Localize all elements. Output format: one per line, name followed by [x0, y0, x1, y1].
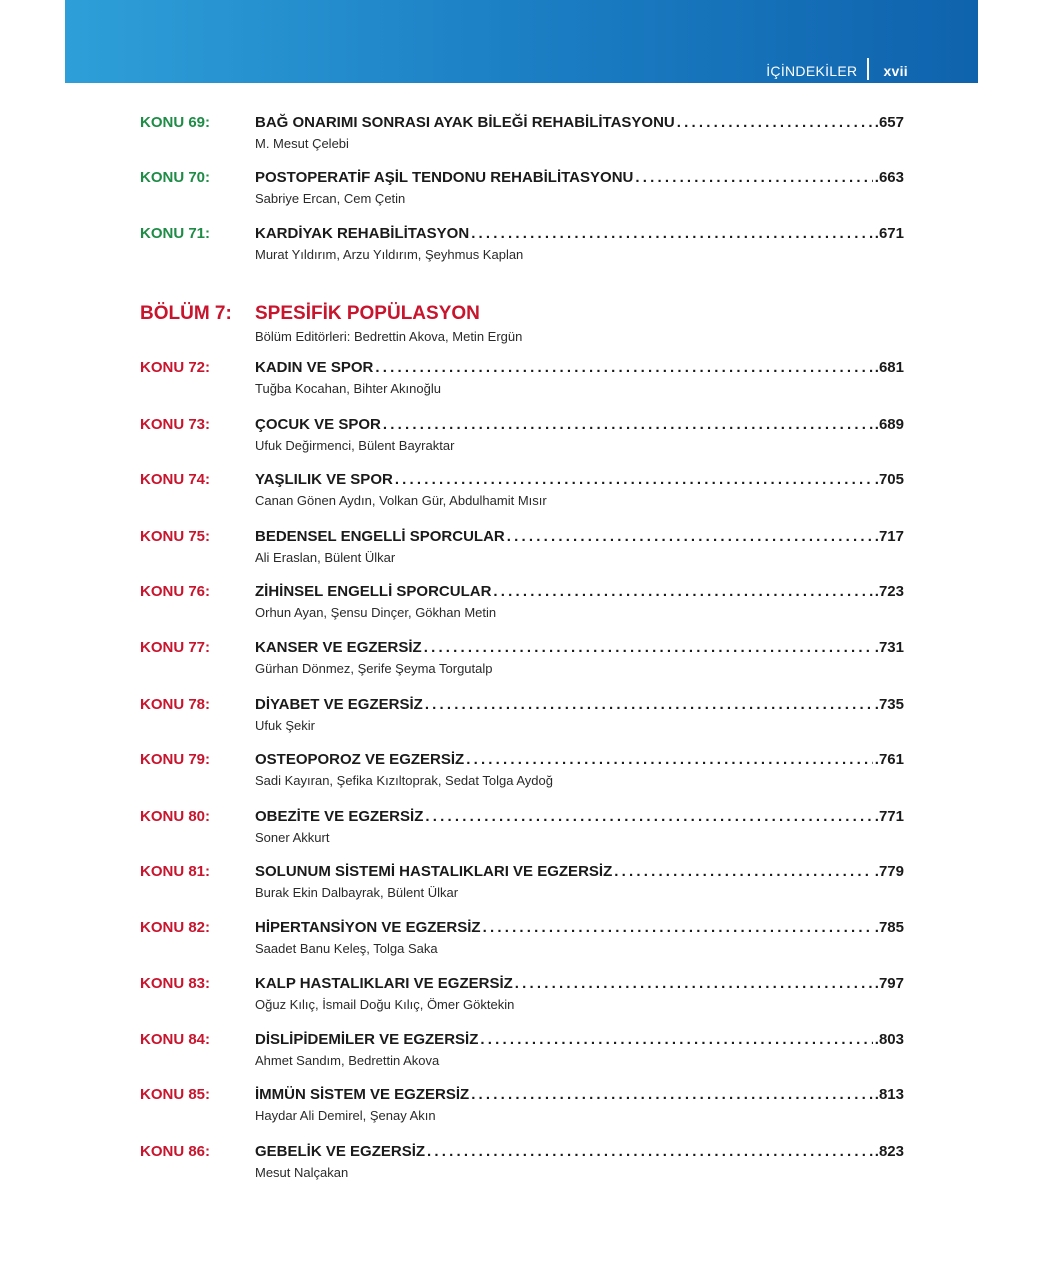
entry-label: KONU 77: — [140, 639, 211, 656]
entry-title: POSTOPERATİF AŞİL TENDONU REHABİLİTASYONU — [255, 169, 634, 186]
entry-authors: Haydar Ali Demirel, Şenay Akın — [255, 1108, 436, 1123]
entry-authors: Sabriye Ercan, Cem Çetin — [255, 191, 406, 206]
section-title: SPESİFİK POPÜLASYON — [255, 303, 480, 324]
entry-label: KONU 82: — [140, 919, 211, 936]
leader-dots — [427, 1143, 873, 1160]
entry-page: .705 — [874, 471, 904, 488]
entry-title-line — [255, 808, 904, 825]
leader-dots — [395, 471, 873, 488]
entry-authors: Ahmet Sandım, Bedrettin Akova — [255, 1053, 440, 1068]
entry-page: .689 — [874, 416, 904, 433]
entry-page: .761 — [874, 751, 904, 768]
entry-title-line — [255, 359, 904, 376]
entry-title-line — [255, 1086, 904, 1103]
entry-title-line — [255, 696, 904, 713]
entry-authors: Ufuk Değirmenci, Bülent Bayraktar — [255, 438, 455, 453]
entry-title-line — [255, 225, 904, 242]
entry-label: KONU 75: — [140, 528, 211, 545]
leader-dots — [635, 169, 872, 186]
entry-title-line — [255, 169, 904, 186]
entry-title: DİSLİPİDEMİLER VE EGZERSİZ — [255, 1031, 479, 1048]
leader-dots — [425, 808, 872, 825]
entry-page: .797 — [874, 975, 904, 992]
entry-title-line — [255, 919, 904, 936]
entry-label: KONU 70: — [140, 169, 211, 186]
entry-title: DİYABET VE EGZERSİZ — [255, 696, 423, 713]
section-editors: Bölüm Editörleri: Bedrettin Akova, Metin Ergün — [255, 329, 523, 344]
entry-title: KADIN VE SPOR — [255, 359, 374, 376]
running-header — [766, 60, 908, 82]
entry-title-line — [255, 1031, 904, 1048]
leader-dots — [515, 975, 873, 992]
header-band — [65, 0, 978, 83]
leader-dots — [483, 919, 873, 936]
leader-dots — [471, 1086, 873, 1103]
leader-dots — [677, 114, 873, 131]
entry-authors: Soner Akkurt — [255, 830, 330, 845]
entry-title: YAŞLILIK VE SPOR — [255, 471, 393, 488]
entry-title: ÇOCUK VE SPOR — [255, 416, 381, 433]
leader-dots — [425, 696, 873, 713]
leader-dots — [493, 583, 872, 600]
leader-dots — [466, 751, 873, 768]
entry-authors: Orhun Ayan, Şensu Dinçer, Gökhan Metin — [255, 605, 497, 620]
entry-authors: Mesut Nalçakan — [255, 1165, 349, 1180]
header-page-number: xvii — [883, 63, 908, 79]
entry-page: .785 — [874, 919, 904, 936]
entry-label: KONU 85: — [140, 1086, 211, 1103]
leader-dots — [424, 639, 873, 656]
entry-authors: M. Mesut Çelebi — [255, 136, 349, 151]
entry-authors: Ufuk Şekir — [255, 718, 315, 733]
entry-title-line — [255, 471, 904, 488]
leader-dots — [507, 528, 873, 545]
entry-authors: Tuğba Kocahan, Bihter Akınoğlu — [255, 381, 441, 396]
entry-page: .731 — [874, 639, 904, 656]
entry-title: İMMÜN SİSTEM VE EGZERSİZ — [255, 1086, 470, 1103]
leader-dots — [614, 863, 873, 880]
entry-title: BEDENSEL ENGELLİ SPORCULAR — [255, 528, 505, 545]
header-divider — [867, 58, 869, 80]
entry-label: KONU 73: — [140, 416, 211, 433]
entry-title: KARDİYAK REHABİLİTASYON — [255, 225, 470, 242]
entry-authors: Burak Ekin Dalbayrak, Bülent Ülkar — [255, 885, 459, 900]
entry-page: .813 — [874, 1086, 904, 1103]
entry-title-line — [255, 416, 904, 433]
entry-title: HİPERTANSİYON VE EGZERSİZ — [255, 919, 481, 936]
entry-label: KONU 80: — [140, 808, 211, 825]
entry-title: GEBELİK VE EGZERSİZ — [255, 1143, 426, 1160]
entry-label: KONU 71: — [140, 225, 211, 242]
entry-page: .657 — [874, 114, 904, 131]
entry-label: KONU 83: — [140, 975, 211, 992]
entry-label: KONU 84: — [140, 1031, 211, 1048]
leader-dots — [375, 359, 872, 376]
entry-page: .803 — [874, 1031, 904, 1048]
entry-label: KONU 72: — [140, 359, 211, 376]
entry-title-line — [255, 583, 904, 600]
entry-page: .717 — [874, 528, 904, 545]
entry-title-line — [255, 863, 904, 880]
entry-page: .823 — [874, 1143, 904, 1160]
entry-title: OSTEOPOROZ VE EGZERSİZ — [255, 751, 465, 768]
leader-dots — [383, 416, 873, 433]
entry-page: .779 — [874, 863, 904, 880]
entry-label: KONU 81: — [140, 863, 211, 880]
entry-authors: Saadet Banu Keleş, Tolga Saka — [255, 941, 438, 956]
entry-title: OBEZİTE VE EGZERSİZ — [255, 808, 424, 825]
section-label: BÖLÜM 7: — [140, 303, 232, 324]
entry-page: .663 — [874, 169, 904, 186]
entry-authors: Sadi Kayıran, Şefika Kızıltoprak, Sedat Tolga Aydoğ — [255, 773, 553, 788]
entry-page: .735 — [874, 696, 904, 713]
entry-title: ZİHİNSEL ENGELLİ SPORCULAR — [255, 583, 492, 600]
entry-authors: Oğuz Kılıç, İsmail Doğu Kılıç, Ömer Göktekin — [255, 997, 515, 1012]
entry-title-line — [255, 751, 904, 768]
entry-authors: Canan Gönen Aydın, Volkan Gür, Abdulhamit Mısır — [255, 493, 547, 508]
entry-label: KONU 69: — [140, 114, 211, 131]
entry-title: KALP HASTALIKLARI VE EGZERSİZ — [255, 975, 513, 992]
entry-title: KANSER VE EGZERSİZ — [255, 639, 422, 656]
leader-dots — [480, 1031, 872, 1048]
entry-authors: Ali Eraslan, Bülent Ülkar — [255, 550, 396, 565]
entry-title-line — [255, 975, 904, 992]
entry-authors: Murat Yıldırım, Arzu Yıldırım, Şeyhmus Kaplan — [255, 247, 524, 262]
entry-page: .771 — [874, 808, 904, 825]
entry-title: BAĞ ONARIMI SONRASI AYAK BİLEĞİ REHABİLİTASYONU — [255, 114, 675, 131]
header-section-title: İÇİNDEKİLER — [766, 63, 858, 79]
entry-title: SOLUNUM SİSTEMİ HASTALIKLARI VE EGZERSİZ — [255, 863, 613, 880]
entry-label: KONU 78: — [140, 696, 211, 713]
entry-title-line — [255, 114, 904, 131]
leader-dots — [471, 225, 873, 242]
entry-label: KONU 74: — [140, 471, 211, 488]
entry-label: KONU 79: — [140, 751, 211, 768]
entry-title-line — [255, 528, 904, 545]
entry-page: .671 — [874, 225, 904, 242]
entry-label: KONU 86: — [140, 1143, 211, 1160]
entry-page: .723 — [874, 583, 904, 600]
entry-title-line — [255, 1143, 904, 1160]
entry-label: KONU 76: — [140, 583, 211, 600]
entry-page: .681 — [874, 359, 904, 376]
entry-title-line — [255, 639, 904, 656]
entry-authors: Gürhan Dönmez, Şerife Şeyma Torgutalp — [255, 661, 493, 676]
